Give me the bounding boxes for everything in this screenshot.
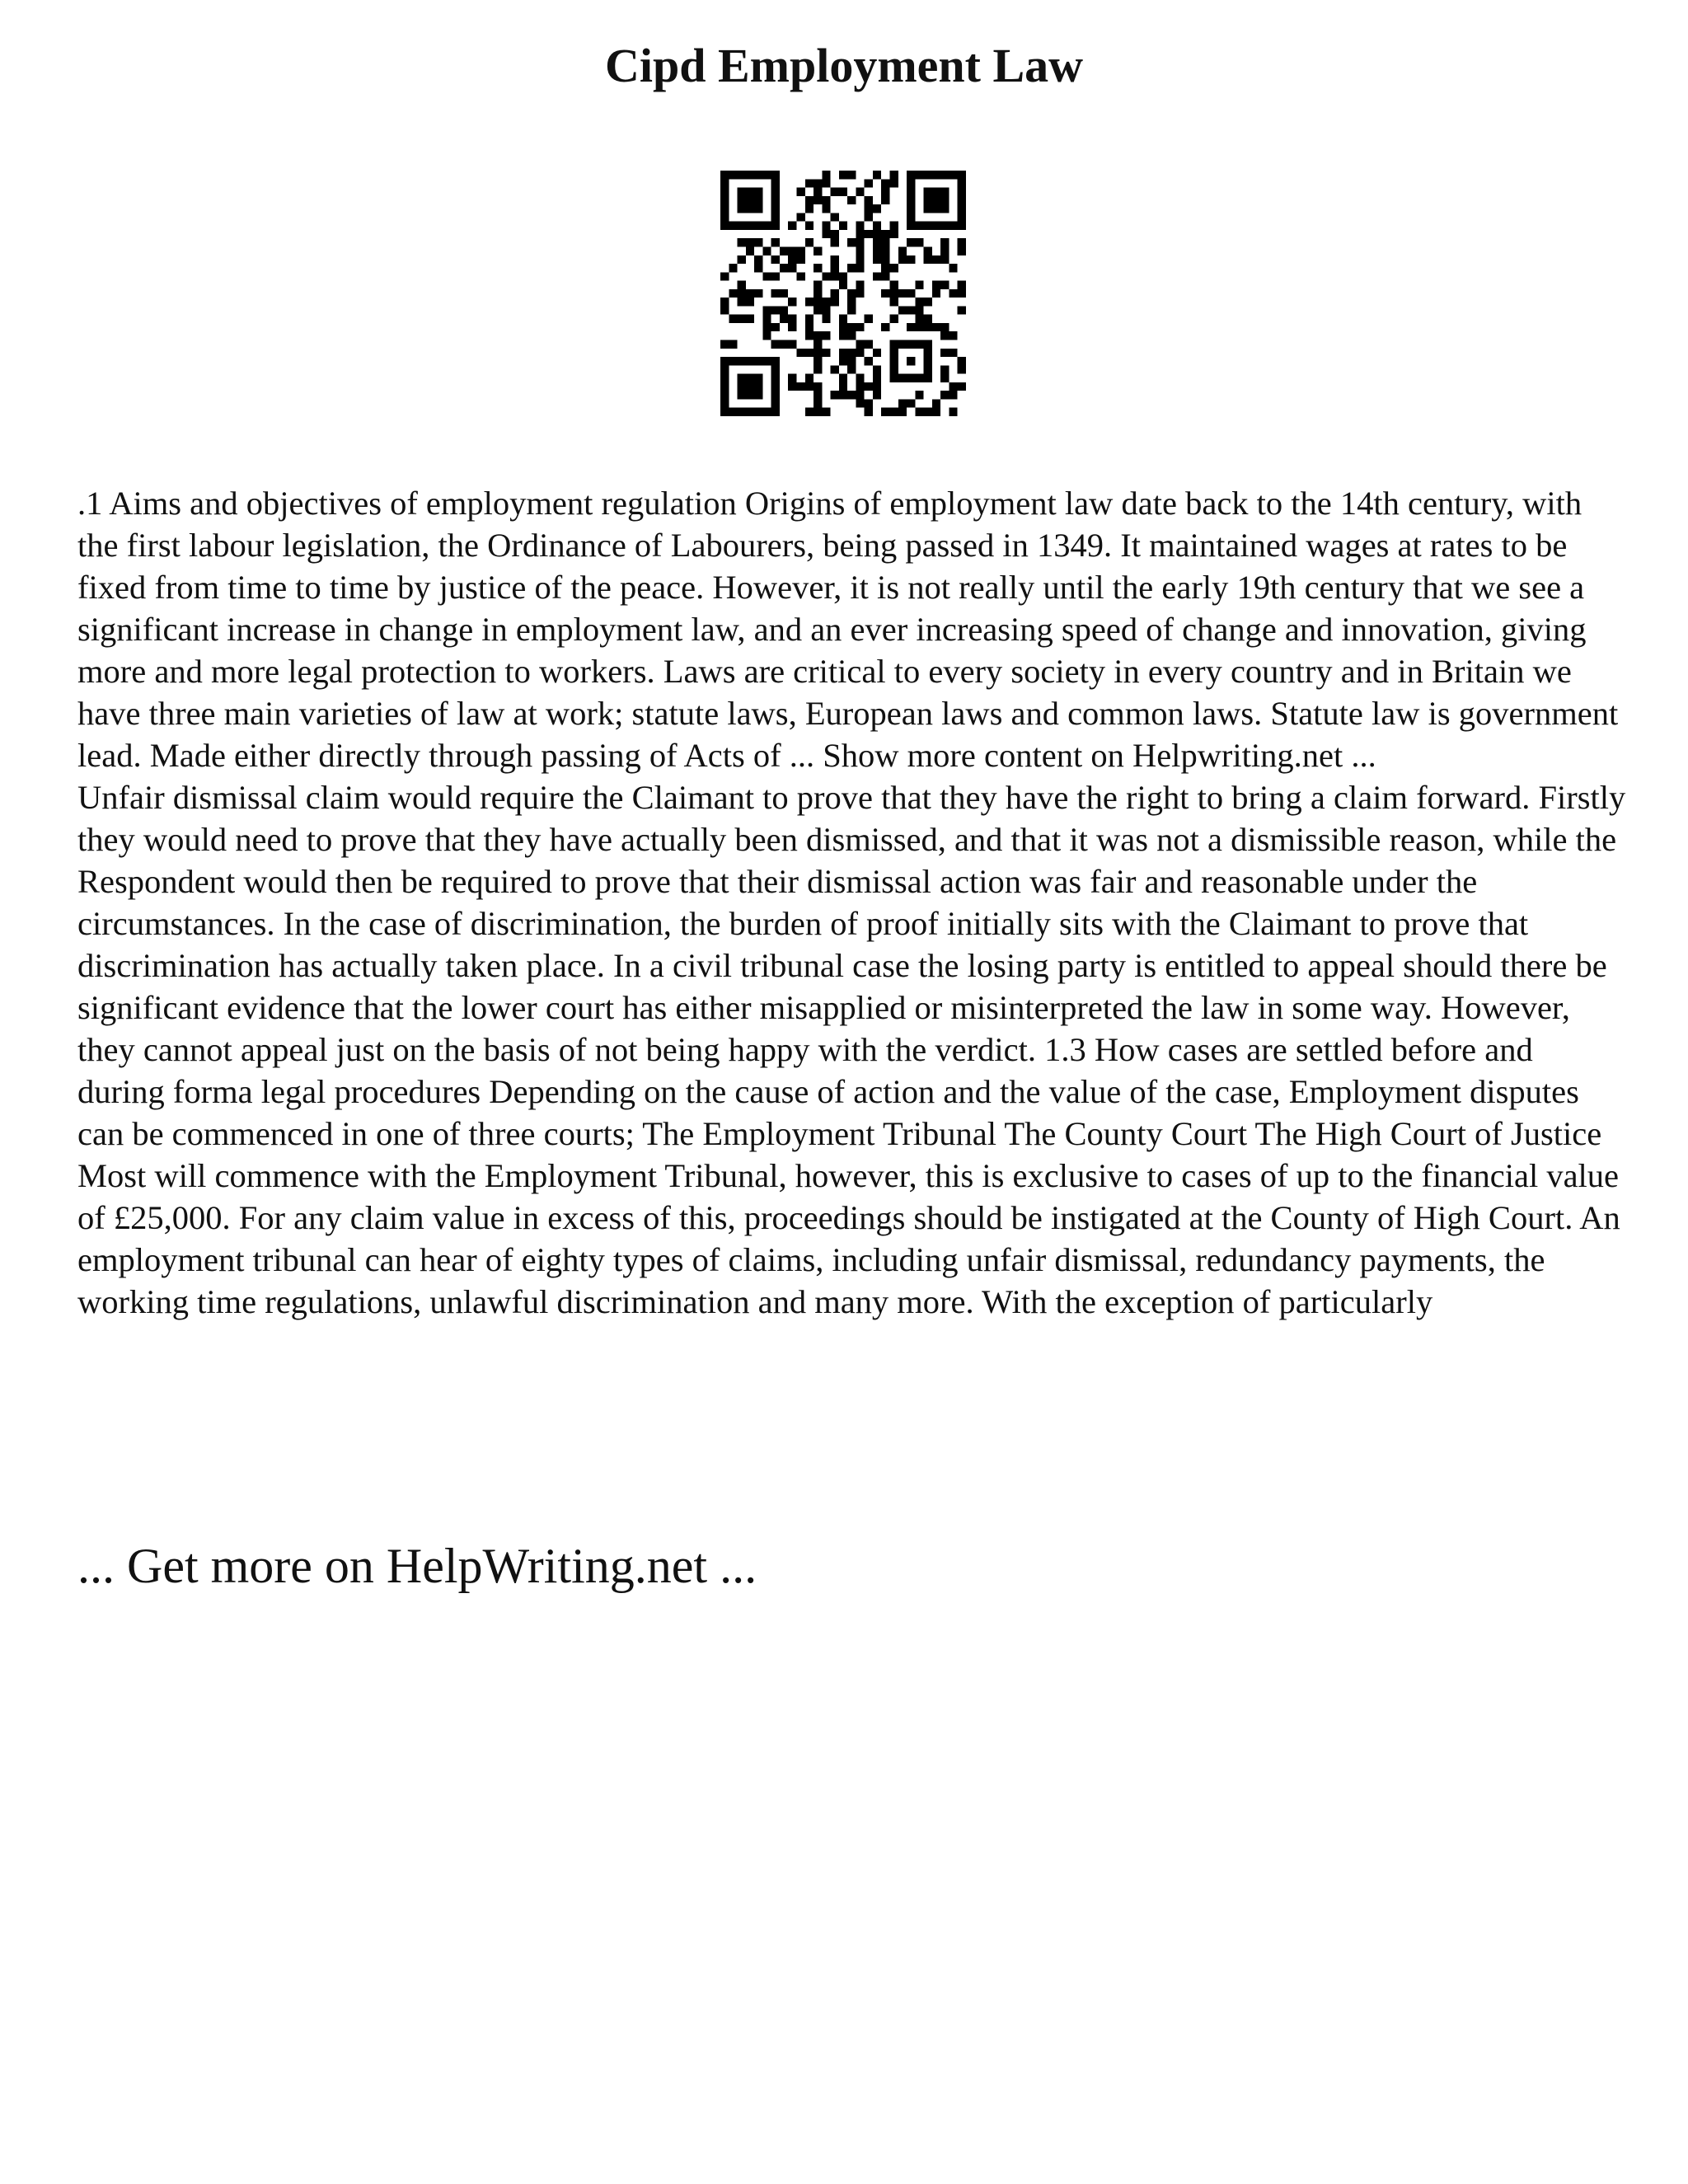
get-more-link[interactable]: ... Get more on HelpWriting.net ...	[77, 1539, 757, 1593]
document-body	[77, 482, 1627, 1323]
body-paragraph-1: .1 Aims and objectives of employment regulation Origins of employment law date back to the 14th century, with the first labour legislation, the Ordinance of Labourers, being passed in 1349. It maintained wages at rates to be fixed from time to time by justice of the peace. However, it is not really until the early 19th century that we see a significant increase in change in employment law, and an ever increasing speed of change and innovation, giving more and more legal protection to workers. Laws are critical to every society in every country and in Britain we have three main varieties of law at work; statute laws, European laws and common laws. Statute law is government lead. Made either directly through passing of Acts of ... Show more content on Helpwriting.net ...	[77, 485, 1619, 774]
qr-code-icon	[720, 171, 966, 416]
document-title: Cipd Employment Law	[604, 39, 1084, 92]
body-paragraph-2: Unfair dismissal claim would require the Claimant to prove that they have the right to bring a claim forward. Firstly they would need to prove that they have actually been dismissed, and that it was not a dismissible reason, while the Respondent would then be required to prove that their dismissal action was fair and reasonable under the circumstances. In the case of discrimination, the burden of proof initially sits with the Claimant to prove that discrimination has actually taken place. In a civil tribunal case the losing party is entitled to appeal should there be significant evidence that the lower court has either misapplied or misinterpreted the law in some way. However, they cannot appeal just on the basis of not being happy with the verdict. 1.3 How cases are settled before and during forma legal procedures Depending on the cause of action and the value of the case, Employment disputes can be commenced in one of three courts; The Employment Tribunal The County Court The High Court of Justice Most will commence with the Employment Tribunal, however, this is exclusive to cases of up to the financial value of £25,000. For any claim value in excess of this, proceedings should be instigated at the County of High Court. An employment tribunal can hear of eighty types of claims, including unfair dismissal, redundancy payments, the working time regulations, unlawful discrimination and many more. With the exception of particularly	[77, 779, 1626, 1320]
